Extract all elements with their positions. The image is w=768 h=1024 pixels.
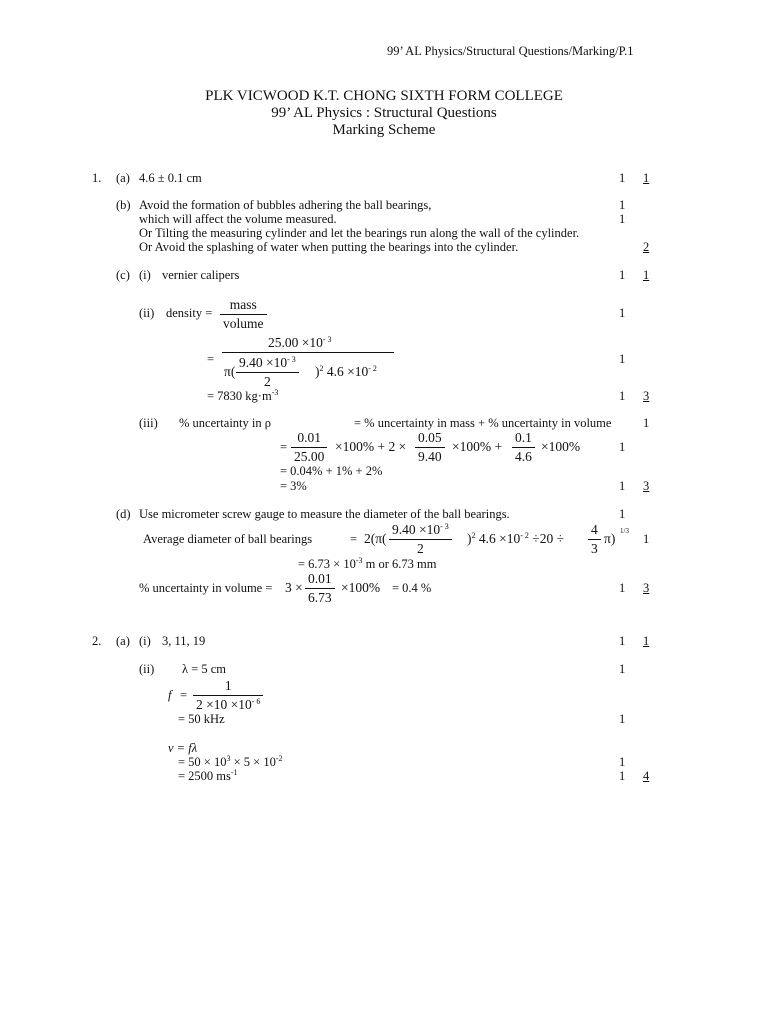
volume-uncertainty-result: = 0.4 %: [392, 581, 432, 595]
q1b-line2: which will affect the volume measured.: [139, 212, 337, 226]
q1c-label: (c): [116, 268, 130, 282]
q2a-label: (a): [116, 634, 130, 648]
q1c-iii-label: (iii): [139, 416, 158, 430]
uncertainty-result: = 3%: [280, 479, 307, 493]
radius-fraction: [236, 355, 299, 390]
q1c-iii-mark3: 1: [619, 479, 626, 493]
uncertainty-term2: ×100% +: [452, 439, 503, 454]
frequency-fraction: [193, 678, 263, 713]
q1b-label: (b): [116, 198, 131, 212]
avg-diameter-expr-mid: )$^2$ $4.6 \times 10^{- 2} \div 20$ ÷: [467, 531, 564, 546]
q2a-i-mark: 1: [619, 634, 626, 648]
q1c-ii-mark2: 1: [619, 352, 626, 366]
q1c-ii-mark3: 1: [619, 389, 626, 403]
frequency-eq-sign: =: [180, 688, 188, 702]
avg-diameter-expr-start: 2(π(: [364, 531, 387, 546]
diam-unc-numerator: 0.05: [415, 430, 445, 448]
q1d-mark2: 1: [643, 532, 650, 546]
speed-calculation: = $50 \times 10^3 \times 5 \times 10^{-2}$: [178, 754, 283, 769]
q1d-mark3: 1: [619, 581, 626, 595]
running-head: 99’ AL Physics/Structural Questions/Marking/P.1: [387, 44, 634, 58]
q1a-label: (a): [116, 171, 130, 185]
q1d-label: (d): [116, 507, 131, 521]
len-unc-denominator: 4.6: [515, 449, 532, 464]
q2a-i-answer: 3, 11, 19: [162, 634, 206, 648]
q2a-i-total: 1: [643, 634, 650, 648]
frequency-symbol: f: [168, 688, 172, 702]
q2a-ii-mark3: 1: [619, 755, 626, 769]
vol-unc-numerator: 0.01: [305, 571, 335, 589]
avg-diameter-result: = $6.73 \times 10^{-3}$ m or 6.73 mm: [298, 556, 437, 571]
wave-equation: v = fλ: [168, 741, 198, 755]
avg-radius-numerator: $9.40 \times 10^{- 3}$: [389, 522, 452, 540]
four-thirds-fraction: [588, 522, 601, 557]
four-thirds-denominator: 3: [591, 541, 598, 556]
marking-scheme-title: Marking Scheme: [332, 122, 436, 138]
density-prefix: density =: [166, 306, 213, 320]
q2a-ii-label: (ii): [139, 662, 155, 676]
mass-unc-denominator: 25.00: [294, 449, 325, 464]
uncertainty-lhs: % uncertainty in ρ: [179, 416, 271, 430]
speed-result: = 2500 $ms^{-1}$: [178, 768, 238, 783]
q1c-i-total: 1: [643, 268, 650, 282]
q2-number: 2.: [92, 634, 102, 648]
mass-uncertainty-fraction: [291, 430, 327, 465]
density-denominator: volume: [223, 316, 264, 331]
q1b-mark2: 1: [619, 212, 626, 226]
paper-title: 99’ AL Physics : Structural Questions: [271, 105, 497, 121]
q1d-method: Use micrometer screw gauge to measure the diameter of the ball bearings.: [139, 507, 510, 521]
density-sub-fraction-bar: [222, 352, 394, 353]
radius-numerator: $9.40 \times 10^{- 3}$: [236, 355, 299, 373]
uncertainty-sum: = 0.04% + 1% + 2%: [280, 464, 383, 478]
frequency-numerator: 1: [193, 678, 263, 696]
q1c-i-mark: 1: [619, 268, 626, 282]
q1c-i-answer: vernier calipers: [162, 268, 240, 282]
q1b-line1: Avoid the formation of bubbles adhering the ball bearings,: [139, 198, 432, 212]
vol-unc-denominator: 6.73: [308, 590, 332, 605]
mass-unc-numerator: 0.01: [291, 430, 327, 448]
q1c-ii-label: (ii): [139, 306, 155, 320]
q1b-mark1: 1: [619, 198, 626, 212]
density-sub-denominator-pi: π(: [224, 364, 236, 379]
diam-unc-denominator: 9.40: [418, 449, 442, 464]
cube-root-exponent: 1/3: [620, 527, 629, 535]
q1a-mark: 1: [619, 171, 626, 185]
q1c-iii-total: 3: [643, 479, 650, 493]
q1c-i-label: (i): [139, 268, 151, 282]
radius-denominator: 2: [264, 374, 271, 389]
uncertainty-term3: ×100%: [541, 439, 581, 454]
wavelength-line: λ = 5 cm: [182, 662, 227, 676]
avg-diameter-expr-end: π): [604, 531, 616, 546]
density-eq-sign: =: [207, 352, 215, 366]
len-unc-numerator: 0.1: [512, 430, 535, 448]
density-result: = 7830 $kg\cdot m^{-3}$: [207, 388, 279, 403]
volume-uncertainty-fraction: [305, 571, 335, 606]
avg-radius-fraction: [389, 522, 452, 557]
q1c-ii-total: 3: [643, 389, 650, 403]
q1c-iii-mark2: 1: [619, 440, 626, 454]
q2a-i-label: (i): [139, 634, 151, 648]
q1-number: 1.: [92, 171, 102, 185]
college-name: PLK VICWOOD K.T. CHONG SIXTH FORM COLLEGE: [205, 88, 563, 104]
avg-diameter-label: Average diameter of ball bearings: [143, 532, 313, 546]
density-sub-numerator: $25.00 \times 10^{- 3}$: [268, 335, 332, 350]
density-sub-denominator-rest: )$^2$ $4.6 \times 10^{- 2}$: [315, 364, 377, 379]
four-thirds-numerator: 4: [588, 522, 601, 540]
length-uncertainty-fraction: [512, 430, 535, 465]
avg-diameter-eq-sign: =: [350, 532, 358, 546]
avg-radius-denominator: 2: [417, 541, 424, 556]
density-numerator: mass: [220, 297, 267, 315]
q1c-iii-mark1: 1: [643, 416, 650, 430]
frequency-denominator: $2 \times 10 \times 10^{- 6}$: [196, 697, 261, 712]
volume-uncertainty-percent: ×100%: [341, 580, 381, 595]
volume-uncertainty-label: % uncertainty in volume =: [139, 581, 273, 595]
volume-uncertainty-factor: 3 ×: [285, 580, 303, 595]
uncertainty-term1: ×100% + 2 ×: [335, 439, 407, 454]
q2a-ii-total: 4: [643, 769, 650, 783]
diameter-uncertainty-fraction: [415, 430, 445, 465]
q1b-total: 2: [643, 240, 650, 254]
q1a-total: 1: [643, 171, 650, 185]
q1b-line3: Or Tilting the measuring cylinder and let the bearings run along the wall of the cylinder.: [139, 226, 580, 240]
q2a-ii-mark1: 1: [619, 662, 626, 676]
q1a-answer: 4.6 ± 0.1 cm: [139, 171, 202, 185]
frequency-result: = 50 kHz: [178, 712, 225, 726]
q2a-ii-mark4: 1: [619, 769, 626, 783]
uncertainty-eq-sign: =: [280, 440, 288, 454]
q2a-ii-mark2: 1: [619, 712, 626, 726]
q1b-line4: Or Avoid the splashing of water when putting the bearings into the cylinder.: [139, 240, 519, 254]
q1d-total: 3: [643, 581, 650, 595]
q1d-mark1: 1: [619, 507, 626, 521]
uncertainty-rhs: = % uncertainty in mass + % uncertainty in volume: [354, 416, 612, 430]
density-fraction: [220, 297, 267, 332]
q1c-ii-mark1: 1: [619, 306, 626, 320]
